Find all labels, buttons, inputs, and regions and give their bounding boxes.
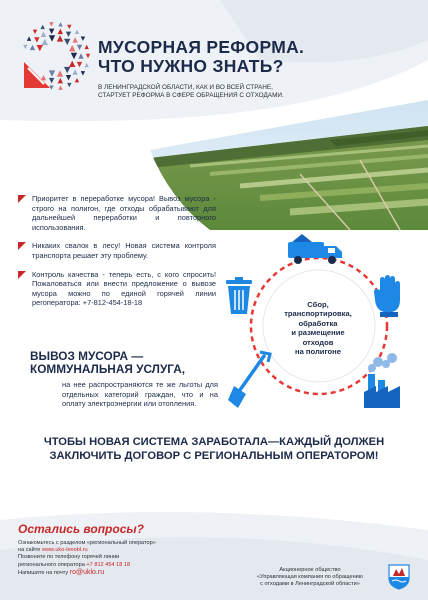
subtitle-line-2: СТАРТУЕТ РЕФОРМА В СФЕРЕ ОБРАЩЕНИЯ С ОТХОДАМИ. <box>98 92 284 99</box>
benefits-list <box>18 194 216 317</box>
logo-triangle <box>42 39 48 45</box>
logo-triangle <box>57 35 63 41</box>
call-to-action <box>0 435 428 463</box>
cycle-text-line: транспортировка, <box>284 309 352 319</box>
logo-triangle <box>30 45 35 50</box>
phone-link[interactable]: +7 812 454 18 18 <box>86 561 131 568</box>
logo-triangle <box>66 32 71 37</box>
logo-triangle <box>81 71 85 75</box>
logo-triangle <box>77 62 82 67</box>
list-item <box>18 270 216 308</box>
contacts-block <box>18 540 238 577</box>
logo-triangle <box>41 75 46 80</box>
logo-triangle <box>58 29 63 34</box>
contacts-prefix: регионального оператора <box>18 561 87 568</box>
logo-triangle <box>72 69 77 74</box>
logo-triangle <box>49 85 53 89</box>
logo-triangle <box>64 67 70 73</box>
logo-triangle <box>58 85 62 89</box>
contacts-line <box>18 562 238 569</box>
cycle-text-line: отходов <box>302 337 334 347</box>
title-line-1: МУСОРНАЯ РЕФОРМА. <box>98 37 305 57</box>
logo-triangle <box>37 45 43 51</box>
call-line-1: ЧТОБЫ НОВАЯ СИСТЕМА ЗАРАБОТАЛА—КАЖДЫЙ ДОЛЖЕН <box>43 436 385 448</box>
logo-triangle <box>49 35 55 41</box>
logo-triangle <box>75 30 79 34</box>
logo-triangle <box>23 45 27 49</box>
email-link[interactable]: ro@uklo.ru <box>69 568 105 576</box>
factory-icon <box>364 353 400 408</box>
logo-triangle <box>78 53 83 58</box>
questions-heading: Остались вопросы? <box>18 522 144 536</box>
cycle-text-line: и размещение <box>291 328 345 338</box>
logo-triangle <box>49 22 53 26</box>
cycle-text-line: Сбор, <box>307 300 329 309</box>
org-line: «Управляющая компания по обращению <box>257 574 363 580</box>
utility-heading-line-2: КОММУНАЛЬНАЯ УСЛУГА, <box>30 362 186 376</box>
call-line-2: ЗАКЛЮЧИТЬ ДОГОВОР С РЕГИОНАЛЬНЫМ ОПЕРАТОРОМ! <box>49 450 379 462</box>
contacts-line: Позвоните по телефону горячей линии <box>18 554 120 561</box>
logo-triangle <box>69 61 75 67</box>
logo-triangle <box>27 36 31 40</box>
logo-triangle <box>33 30 37 34</box>
logo-triangle <box>58 78 63 83</box>
logo-triangle <box>57 70 63 76</box>
logo-triangle <box>49 70 55 76</box>
logo-triangle <box>49 29 54 34</box>
logo-triangle <box>77 45 82 50</box>
title-line-2: ЧТО НУЖНО ЗНАТЬ? <box>98 56 284 76</box>
contacts-prefix: Напишите на почту <box>18 569 70 576</box>
logo-triangle <box>67 25 71 29</box>
list-item <box>18 194 216 232</box>
logo-triangle <box>64 39 70 45</box>
contacts-line <box>18 569 238 577</box>
org-line: с отходами в Ленинградской области» <box>260 581 360 587</box>
cycle-center-text <box>258 300 378 356</box>
logo-triangle <box>81 36 85 40</box>
list-item <box>18 241 216 260</box>
logo-triangle <box>85 45 89 49</box>
utility-heading <box>30 350 240 376</box>
logo-triangle <box>85 63 89 67</box>
logo-triangle <box>41 32 46 37</box>
cycle-text-line: на полигоне <box>295 347 341 357</box>
utility-heading-line-1: ВЫВОЗ МУСОРА — <box>30 349 144 363</box>
org-line: Акционерное общество <box>279 567 341 573</box>
logo-triangle <box>66 75 71 80</box>
logo-triangle <box>72 37 77 42</box>
benefit-text: Приоритет в переработке мусора! Вывоз мусора - строго на полигон, где отходы обрабатывают для дальнейшей переработки и повторного использования. <box>32 194 216 232</box>
page-title <box>98 38 418 76</box>
logo-triangle <box>75 78 79 82</box>
reform-logo <box>18 20 92 94</box>
logo-triangle <box>71 53 77 59</box>
red-corner-marker-icon <box>18 271 26 279</box>
logo-triangle <box>41 25 45 29</box>
logo-triangle <box>67 83 71 87</box>
garbage-truck-icon <box>288 234 342 264</box>
contacts-prefix: на сайте <box>18 547 42 554</box>
logo-triangle <box>34 37 39 42</box>
logo-triangle <box>49 78 54 83</box>
site-link[interactable]: www.uko-lenobl.ru <box>41 547 88 554</box>
utility-text: на нее распространяются те же льготы для отдельных категорий граждан, что и на оплату электроэнергии или отопления. <box>62 380 218 409</box>
logo-triangle <box>58 22 62 26</box>
trash-bin-icon <box>226 277 252 314</box>
red-corner-marker-icon <box>18 195 26 203</box>
page-subtitle <box>98 84 418 100</box>
benefit-text: Никаких свалок в лесу! Новая система контроля транспорта решает эту проблему. <box>32 241 216 260</box>
benefit-text: Контроль качества - теперь есть, с кого спросить! Пожаловаться или внести предложение о вывозе мусора можно по единой горячей линии регоператора: +7-812-454-18-18 <box>32 269 216 308</box>
logo-triangle <box>86 54 90 58</box>
region-crest-icon <box>388 564 410 590</box>
subtitle-line-1: В ЛЕНИНГРАДСКОЙ ОБЛАСТИ, КАК И ВО ВСЕЙ СТРАНЕ, <box>98 84 273 91</box>
cycle-text-line: обработка <box>298 318 338 328</box>
logo-triangle <box>69 45 75 51</box>
organization-name <box>240 567 380 588</box>
red-corner-marker-icon <box>18 242 26 250</box>
contacts-line: Ознакомьтесь с разделом «региональный оператор» <box>18 540 156 546</box>
